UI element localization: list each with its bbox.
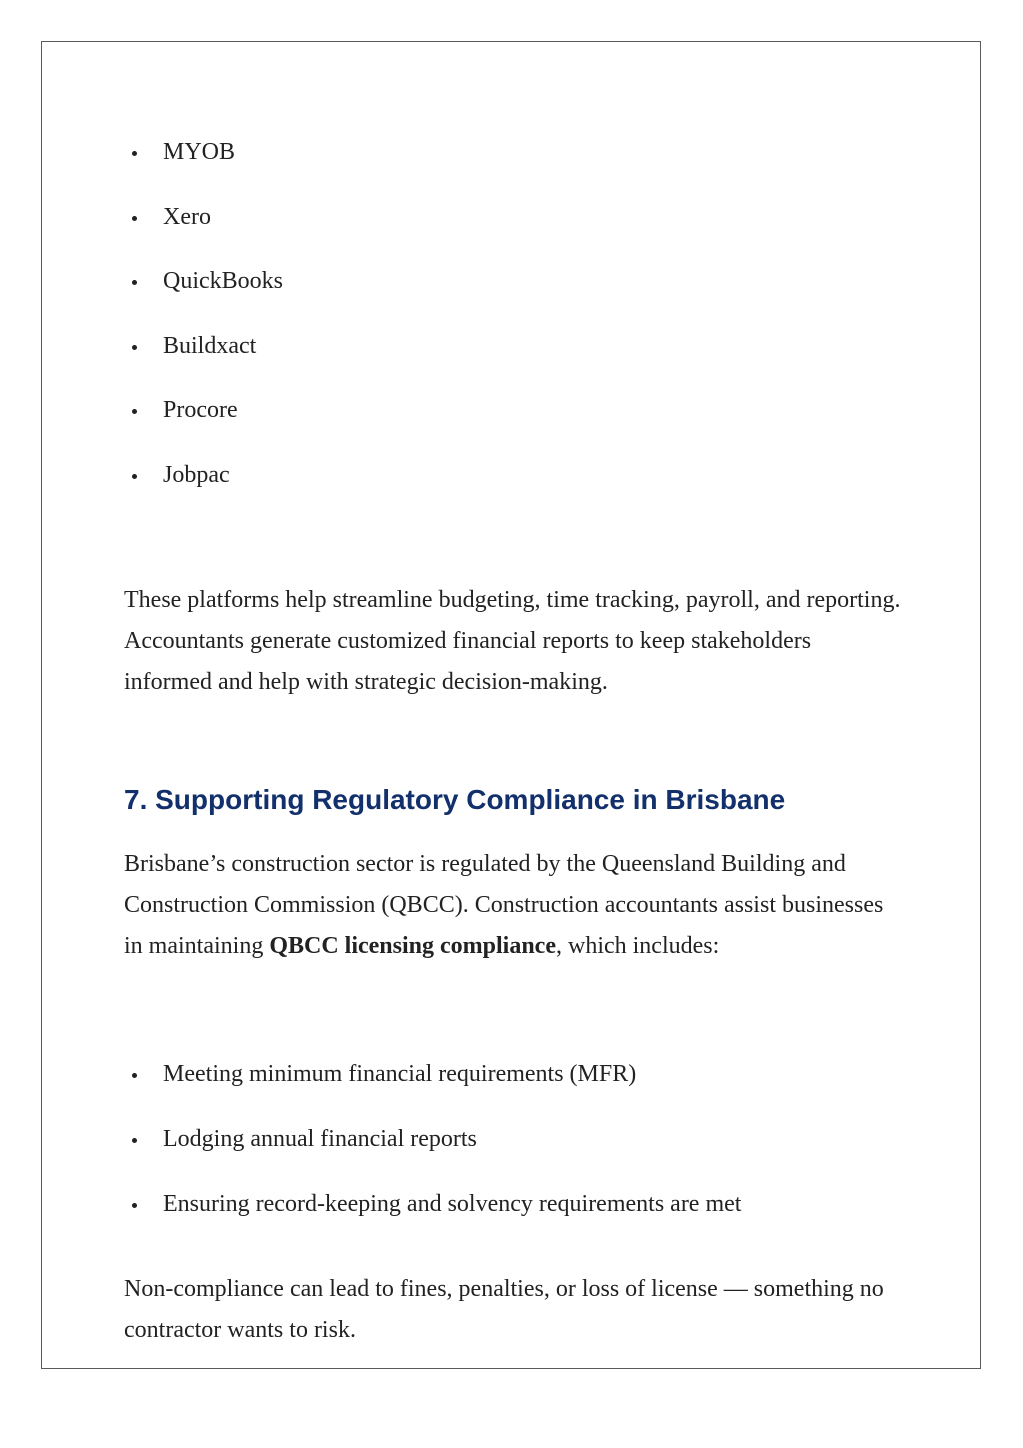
section-heading: 7. Supporting Regulatory Compliance in Brisbane: [124, 784, 786, 815]
qbcc-paragraph: [124, 844, 904, 967]
platforms-paragraph: These platforms help streamline budgeting, time tracking, payroll, and reporting. Accountants generate customized financial reports to keep stakeholders informed and help with strategic decision-making.: [124, 587, 901, 695]
list-item: Buildxact: [124, 331, 904, 361]
list-item: QuickBooks: [124, 266, 904, 296]
qbcc-intro-text: Brisbane’s construction sector is regulated by the Queensland Building and Construction Commission (QBCC). Construction accountants assist businesses in maintaining: [124, 851, 884, 959]
list-item: Xero: [124, 202, 904, 232]
document-page: [41, 41, 981, 1369]
list-item: Meeting minimum financial requirements (MFR): [124, 1059, 904, 1089]
qbcc-outro-text: , which includes:: [555, 933, 720, 959]
list-item: MYOB: [124, 137, 904, 167]
software-list: [124, 137, 904, 490]
list-item: Procore: [124, 395, 904, 425]
noncompliance-paragraph: Non-compliance can lead to fines, penalties, or loss of license — something no contractor wants to risk.: [124, 1276, 884, 1343]
list-item: Ensuring record-keeping and solvency requirements are met: [124, 1189, 904, 1219]
list-item: Lodging annual financial reports: [124, 1124, 904, 1154]
list-item: Jobpac: [124, 460, 904, 490]
qbcc-bold-text: QBCC licensing compliance: [269, 933, 556, 959]
compliance-list: [124, 1059, 904, 1219]
